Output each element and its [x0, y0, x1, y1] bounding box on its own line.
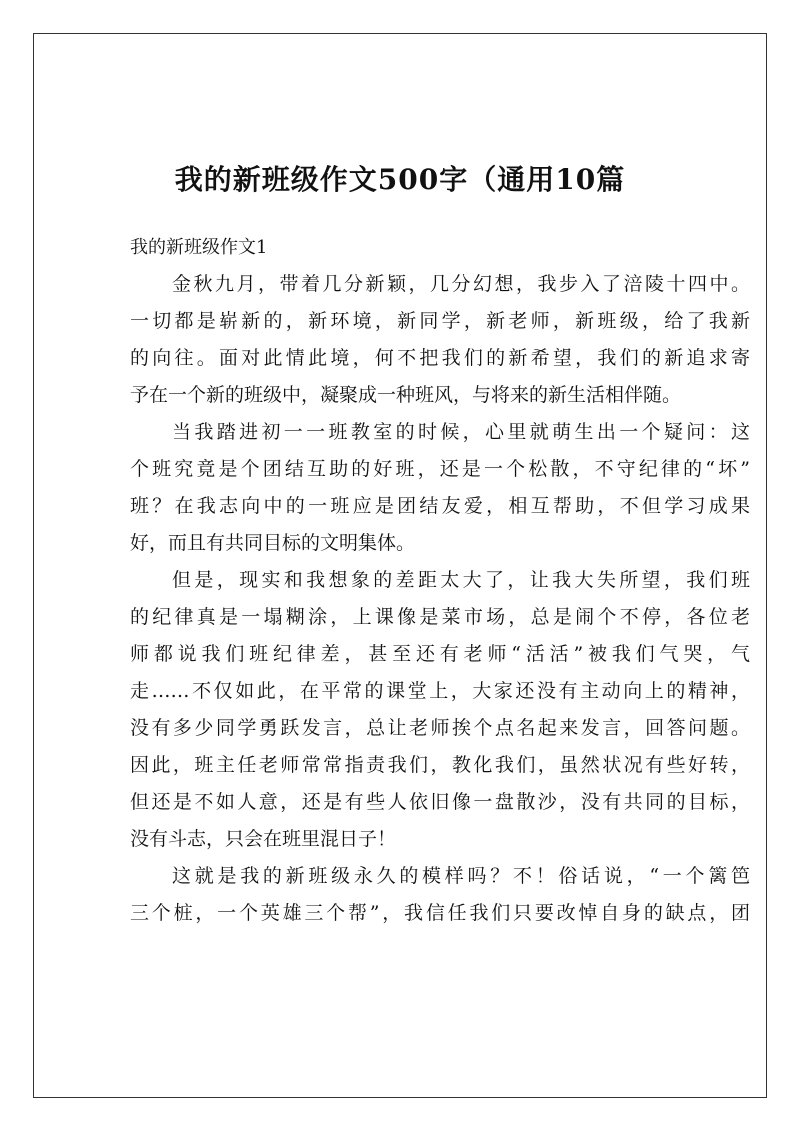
text-line: 金秋九月，带着几分新颖，几分幻想，我步入了涪陵十四中。 — [172, 273, 750, 295]
text-line: 班？在我志向中的一班应是团结友爱，相互帮助，不但学习成果 — [130, 495, 750, 517]
text-line: 因此，班主任老师常常指责我们，教化我们，虽然状况有些好转， — [130, 754, 750, 776]
section-heading: 我的新班级作文1 — [130, 237, 268, 258]
text-line: 师都说我们班纪律差，甚至还有老师“活活”被我们气哭，气 — [130, 643, 750, 665]
text-line: 予在一个新的班级中，凝聚成一种班风，与将来的新生活相伴随。 — [130, 384, 682, 406]
body-text — [130, 266, 750, 932]
text-line: 的向往。面对此情此境，何不把我们的新希望，我们的新追求寄 — [130, 347, 750, 369]
text-line: 没有多少同学勇跃发言，总让老师挨个点名起来发言，回答问题。 — [130, 717, 750, 739]
text-line: 但是，现实和我想象的差距太大了，让我大失所望，我们班 — [172, 569, 750, 591]
text-line: 没有斗志，只会在班里混日子！ — [130, 828, 397, 850]
document-title: 我的新班级作文500字（通用10篇 — [174, 163, 626, 196]
text-line: 个班究竟是个团结互助的好班，还是一个松散，不守纪律的“坏” — [130, 458, 750, 480]
text-line: 当我踏进初一一班教室的时候，心里就萌生出一个疑问：这 — [172, 421, 750, 443]
text-line: 好，而且有共同目标的文明集体。 — [130, 532, 416, 554]
text-line: 一切都是崭新的，新环境，新同学，新老师，新班级，给了我新 — [130, 310, 750, 332]
page-frame — [33, 33, 767, 1098]
text-line: 走……不仅如此，在平常的课堂上，大家还没有主动向上的精神， — [130, 680, 750, 702]
text-line: 但还是不如人意，还是有些人依旧像一盘散沙，没有共同的目标， — [130, 791, 750, 813]
text-line: 的纪律真是一塌糊涂，上课像是菜市场，总是闹个不停，各位老 — [130, 606, 750, 628]
text-line: 三个桩，一个英雄三个帮”，我信任我们只要改悼自身的缺点，团 — [130, 902, 750, 924]
text-line: 这就是我的新班级永久的模样吗？不！俗话说，“一个篱笆 — [172, 865, 750, 887]
